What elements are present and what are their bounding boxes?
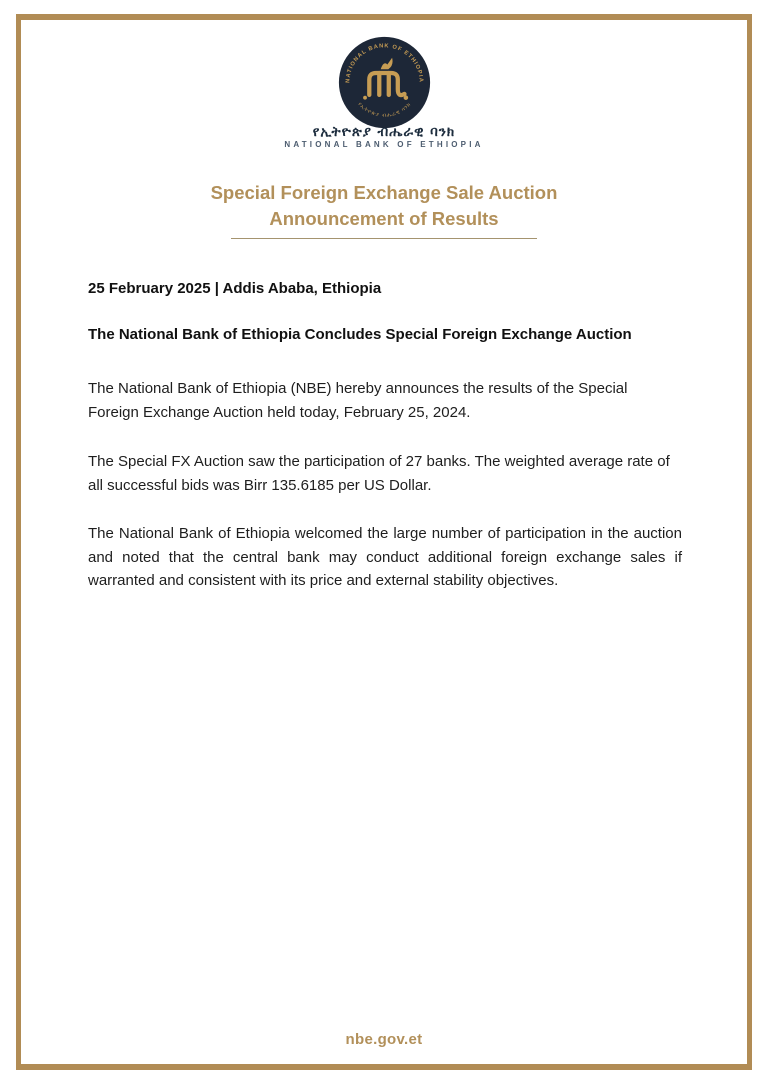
- document-title-line2: Announcement of Results: [269, 207, 499, 229]
- footer-website: nbe.gov.et: [345, 1031, 423, 1048]
- document-title-line1: Special Foreign Exchange Sale Auction: [210, 182, 558, 203]
- paragraph-auction-results: The Special FX Auction saw the participation of 27 banks. The weighted average rate of all successful bids was Birr 135.6185 per US Dollar.: [88, 453, 670, 494]
- nbe-logo: [0, 35, 768, 130]
- logo-top-arc-text: NATIONAL BANK OF ETHIOPIA: [344, 43, 424, 84]
- title-underline: [231, 238, 537, 239]
- document-heading: The National Bank of Ethiopia Concludes Special Foreign Exchange Auction: [88, 326, 632, 343]
- paragraph-announcement: The National Bank of Ethiopia (NBE) hereby announces the results of the Special Foreign Exchange Auction held today, February 25, 2024.: [88, 380, 628, 421]
- document-title: [0, 180, 768, 239]
- dateline: 25 February 2025 | Addis Ababa, Ethiopia: [88, 280, 382, 297]
- paragraph-closing-note: The National Bank of Ethiopia welcomed the large number of participation in the auction and noted that the central bank may conduct additional foreign exchange sales if warranted and consistent with its price and external stability objectives.: [88, 525, 682, 589]
- nbe-logo-seal: [337, 35, 432, 130]
- org-name-english: NATIONAL BANK OF ETHIOPIA: [284, 140, 484, 149]
- logo-bottom-arc-text: የኢትዮጵያ ብሔራዊ ባንክ: [355, 101, 413, 119]
- org-name-amharic: የኢትዮጵያ ብሔራዊ ባንክ: [312, 124, 456, 140]
